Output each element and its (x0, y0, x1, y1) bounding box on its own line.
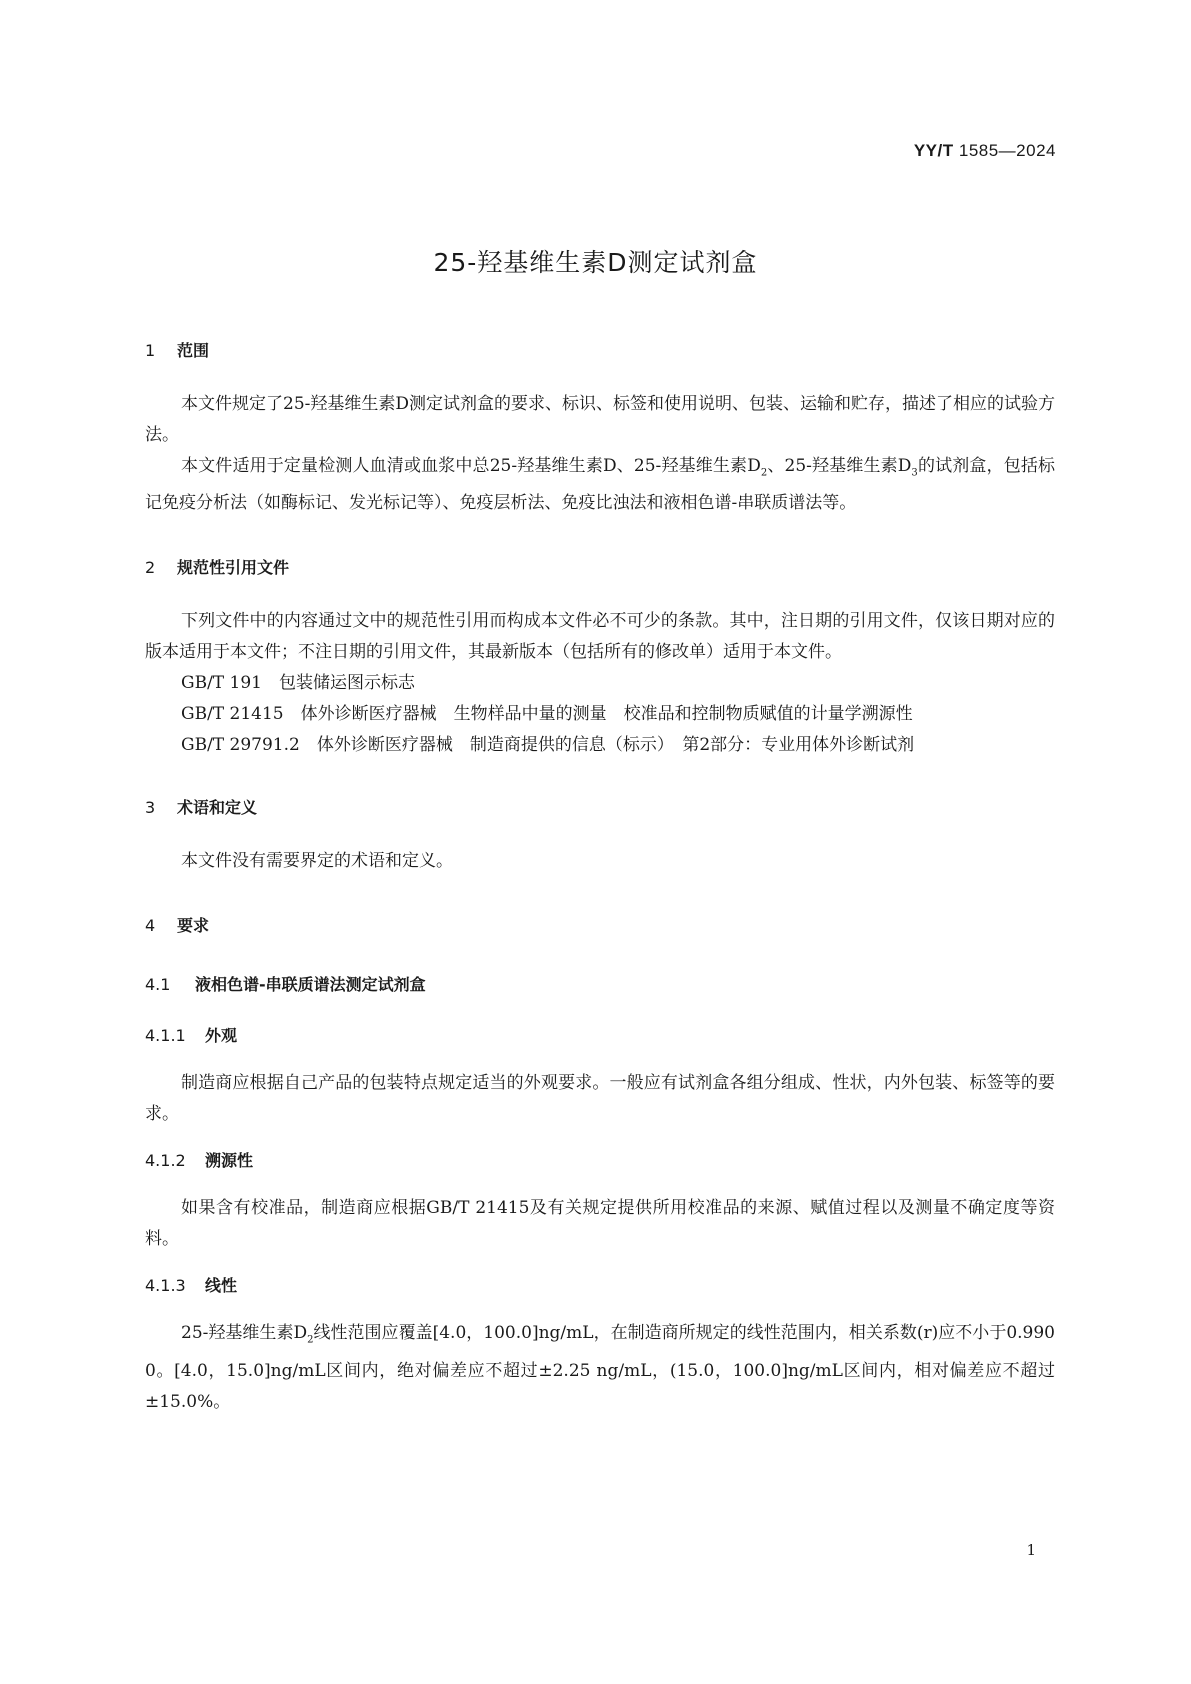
reference-item: GB/T 29791.2 体外诊断医疗器械 制造商提供的信息（标示） 第2部分：专业用体外诊断试剂 (181, 735, 915, 756)
text-run: 25-羟基维生素D (181, 1323, 308, 1344)
section-number: 4 (145, 916, 156, 936)
terms-paragraph: 本文件没有需要界定的术语和定义。 (181, 851, 453, 872)
section-1-heading (145, 338, 1055, 361)
page-number: 1 (1026, 1541, 1036, 1559)
section-number: 4.1.3 (145, 1276, 186, 1296)
section-4-heading (145, 913, 1055, 936)
section-number: 3 (145, 798, 156, 818)
linearity-paragraph (145, 1318, 1055, 1417)
reference-item: GB/T 21415 体外诊断医疗器械 生物样品中量的测量 校准品和控制物质赋值的计量学溯源性 (181, 704, 913, 725)
document-body (145, 338, 1055, 1418)
standard-identifier (914, 141, 1056, 161)
text-run: 本文件适用于定量检测人血清或血浆中总25-羟基维生素D、25-羟基维生素D (181, 456, 761, 476)
subscript: 2 (760, 467, 768, 479)
section-2-heading (145, 555, 1055, 578)
subsection-4-1-3-heading (145, 1273, 1055, 1296)
section-title: 线性 (205, 1276, 238, 1296)
standard-number: 1585—2024 (958, 141, 1056, 160)
scope-paragraph-1: 本文件规定了25-羟基维生素D测定试剂盒的要求、标识、标签和使用说明、包装、运输和贮存，描述了相应的试验方法。 (145, 394, 1056, 445)
text-run: 的试剂盒，包括标记免疫分析法（如酶标记、发光标记等）、免疫层析法、免疫比浊法和液相色谱-串联质谱法等。 (145, 456, 1055, 514)
subsection-4-1-2-heading (145, 1148, 1055, 1171)
text-run: 、25-羟基维生素D (767, 456, 912, 476)
standard-prefix: YY/T (913, 141, 954, 160)
section-number: 2 (145, 558, 156, 578)
section-3-heading (145, 795, 1055, 818)
text-run: 线性范围应覆盖[4.0，100.0]ng/mL，在制造商所规定的线性范围内，相关系数(r)应不小于0.990 0。[4.0，15.0]ng/mL区间内，绝对偏差应不超过±2.25 ng/mL，(15.0，100.0]ng/mL区间内，相对偏差应不超过±15.0%。 (145, 1323, 1055, 1412)
section-title: 外观 (205, 1026, 238, 1046)
subscript: 2 (307, 1334, 314, 1346)
section-number: 4.1.2 (145, 1151, 186, 1171)
subsection-4-1-heading (145, 972, 1055, 995)
section-title: 规范性引用文件 (177, 558, 290, 578)
document-title: 25-羟基维生素D测定试剂盒 (433, 248, 758, 277)
appearance-paragraph: 制造商应根据自己产品的包装特点规定适当的外观要求。一般应有试剂盒各组分组成、性状，内外包装、标签等的要求。 (145, 1073, 1055, 1125)
section-title: 要求 (177, 916, 210, 936)
section-number: 4.1 (145, 975, 171, 995)
subsection-4-1-1-heading (145, 1023, 1055, 1046)
section-title: 术语和定义 (177, 798, 258, 818)
section-number: 1 (145, 341, 156, 360)
traceability-paragraph: 如果含有校准品，制造商应根据GB/T 21415及有关规定提供所用校准品的来源、赋值过程以及测量不确定度等资料。 (145, 1198, 1055, 1250)
section-title: 范围 (177, 341, 210, 360)
scope-paragraph-2 (145, 451, 1055, 519)
section-title: 液相色谱-串联质谱法测定试剂盒 (195, 975, 426, 995)
reference-item: GB/T 191 包装储运图示标志 (181, 673, 415, 694)
section-number: 4.1.1 (145, 1026, 186, 1046)
normative-references-intro: 下列文件中的内容通过文中的规范性引用而构成本文件必不可少的条款。其中，注日期的引用文件，仅该日期对应的版本适用于本文件；不注日期的引用文件，其最新版本（包括所有的修改单）适用于本文件。 (145, 611, 1055, 663)
section-title: 溯源性 (205, 1151, 254, 1171)
subscript: 3 (911, 467, 918, 479)
